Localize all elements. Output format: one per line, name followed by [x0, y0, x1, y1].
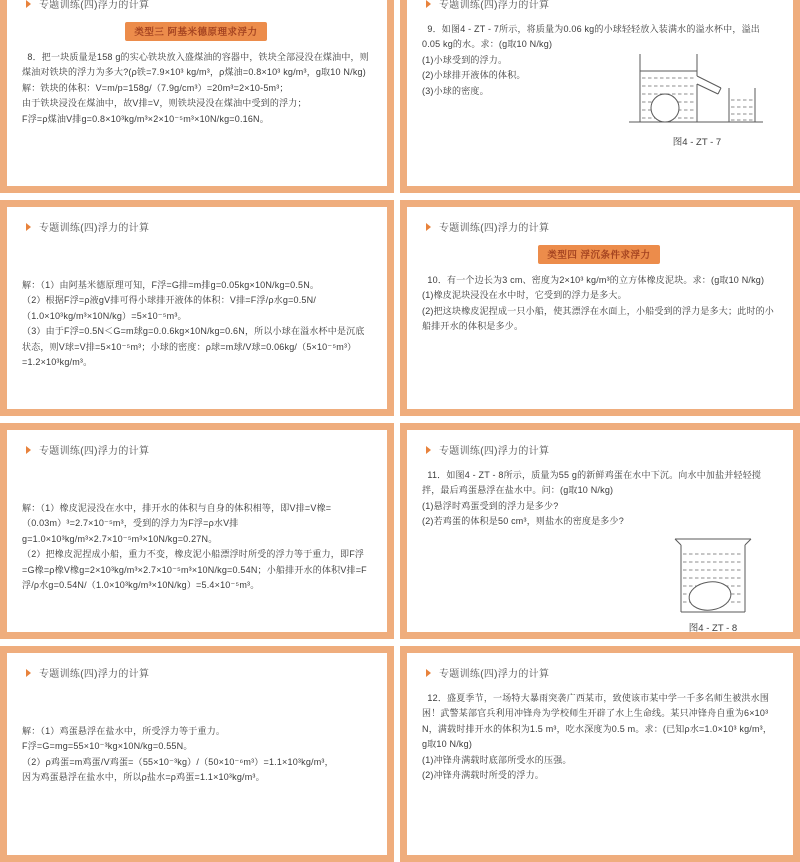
triangle-bullet-icon [26, 223, 31, 231]
slide-card-3 [0, 200, 394, 416]
slide-header [26, 442, 370, 457]
slide-card-5 [0, 423, 394, 639]
slide-body [422, 468, 776, 530]
slide-body [22, 501, 370, 594]
slide-body [422, 691, 776, 784]
triangle-bullet-icon [426, 669, 431, 677]
beaker-egg-diagram [667, 534, 759, 616]
triangle-bullet-icon [426, 0, 431, 8]
slide-header [26, 665, 370, 680]
solution-text: 解：（1）由阿基米德原理可知，F浮=G排=m排g=0.05kg×10N/kg=0.5N。 [22, 280, 320, 290]
slide-body [22, 724, 370, 786]
question-text: 12．盛夏季节，一场特大暴雨突袭广西某市，致使该市某中学一千多名师生被洪水围困！武警某部官兵利用冲锋舟为学校师生开辟了水上生命线。某只冲锋舟自重为6×10³ N，满载时排开水的体积为1.5 m³，吃水深度为0.5 m。求：(已知ρ水=1.0×10³ kg/m³，g取10 N/kg) [422, 693, 773, 750]
triangle-bullet-icon [26, 446, 31, 454]
solution-text: （3）由于F浮=0.5N＜G=m球g=0.0.6kg×10N/kg=0.6N，所以小球在溢水杯中是沉底状态，则V球=V排=5×10⁻⁵m³；小球的密度：ρ球=m球/V球=0.06kg/（5×10⁻⁵m³）=1.2×10³kg/m³。 [22, 326, 365, 368]
slide-card-6 [400, 423, 800, 639]
slide-card-4 [400, 200, 800, 416]
type-badge: 类型四 浮沉条件求浮力 [538, 245, 659, 264]
question-item: (2)小球排开液体的体积。 [422, 70, 526, 81]
slide-title: 专题训练(四)浮力的计算 [39, 669, 150, 680]
solution-text: 解：（1）鸡蛋悬浮在盐水中，所受浮力等于重力。 [22, 726, 226, 736]
question-item: (1)悬浮时鸡蛋受到的浮力是多少? [422, 500, 559, 511]
solution-text: 解：（1）橡皮泥浸没在水中，排开水的体积与自身的体积相等，即V排=V橡=（0.03m）³=2.7×10⁻⁵m³，受到的浮力为F浮=ρ水V排g=1.0×10³kg/m³×2.7×10⁻⁵m³×10N/kg=0.27N。 [22, 503, 332, 544]
slide-body [422, 273, 776, 335]
question-item: (3)小球的密度。 [422, 85, 489, 96]
slide-title: 专题训练(四)浮力的计算 [39, 446, 150, 457]
question-item: (1)橡皮泥块浸没在水中时，它受到的浮力是多大。 [422, 290, 627, 301]
slide-card-8 [400, 646, 800, 862]
question-text: 9．如图4 - ZT - 7所示，将质量为0.06 kg的小球轻轻放入装满水的溢水杯中，溢出0.05 kg的水。求：(g取10 N/kg) [422, 24, 760, 50]
slide-title: 专题训练(四)浮力的计算 [439, 223, 550, 234]
slide-title: 专题训练(四)浮力的计算 [439, 0, 550, 11]
question-item: (2)若鸡蛋的体积是50 cm³，则盐水的密度是多少? [422, 516, 624, 527]
question-item: (2)把这块橡皮泥捏成一只小船，使其漂浮在水面上，小船受到的浮力是多大；此时的小船排开水的体积是多少。 [422, 305, 775, 332]
slide-header [426, 665, 776, 680]
question-item: (2)冲锋舟满载时所受的浮力。 [422, 770, 545, 781]
slide-title: 专题训练(四)浮力的计算 [39, 223, 150, 234]
triangle-bullet-icon [26, 0, 31, 8]
slide-title: 专题训练(四)浮力的计算 [39, 0, 150, 11]
slide-body [22, 50, 370, 127]
overflow-cup-diagram [627, 50, 767, 130]
question-item: (1)冲锋舟满载时底部所受水的压强。 [422, 754, 572, 765]
solution-text: （2）ρ鸡蛋=m鸡蛋/V鸡蛋=（55×10⁻³kg）/（50×10⁻⁶m³）=1.1×10³kg/m³， [22, 756, 334, 767]
solution-text: （2）根据F浮=ρ液gV排可得小球排开液体的体积：V排=F浮/ρ水g=0.5N/（1.0×10³kg/m³×10N/kg）=5×10⁻⁵m³。 [22, 295, 317, 321]
solution-text: F浮=ρ煤油V排g=0.8×10³kg/m³×2×10⁻⁵m³×10N/kg=0.16N。 [22, 113, 269, 124]
figure-caption: 图4 - ZT - 7 [672, 137, 722, 148]
figure-caption: 图4 - ZT - 8 [688, 623, 738, 634]
question-text: 8．把一块质量是158 g的实心铁块放入盛煤油的容器中，铁块全部浸没在煤油中，则煤油对铁块的浮力为多大?(ρ铁=7.9×10³ kg/m³，ρ煤油=0.8×10³ kg/m³，g取10 N/kg) [22, 52, 369, 78]
slide-header [426, 442, 776, 457]
slide-header [26, 0, 370, 11]
beaker-egg-figure [667, 534, 759, 634]
solution-text: F浮=G=mg=55×10⁻³kg×10N/kg=0.55N。 [22, 741, 193, 752]
triangle-bullet-icon [426, 446, 431, 454]
solution-text: 解：铁块的体积：V=m/p=158g/（7.9g/cm³）=20m³=2×10-5m³； [22, 82, 289, 93]
solution-text: 因为鸡蛋悬浮在盐水中，所以ρ盐水=ρ鸡蛋=1.1×10³kg/m³。 [22, 772, 265, 783]
slide-card-7 [0, 646, 394, 862]
solution-text: （2）把橡皮泥捏成小船，重力不变，橡皮泥小船漂浮时所受的浮力等于重力，即F浮=G橡=ρ橡V橡g=2×10³kg/m³×2.7×10⁻⁵m³×10N/kg=0.54N；小船排开水的体积V排=F浮/ρ水g=0.54N/（1.0×10³kg/m³×10N/kg）=5.4×10⁻⁵m³。 [22, 549, 367, 591]
question-text: 11．如图4 - ZT - 8所示，质量为55 g的新鲜鸡蛋在水中下沉。向水中加盐并轻轻搅拌，最后鸡蛋悬浮在盐水中。问：(g取10 N/kg) [422, 470, 762, 496]
overflow-cup-figure [627, 50, 767, 148]
slide-card-2 [400, 0, 800, 193]
triangle-bullet-icon [26, 669, 31, 677]
slide-title: 专题训练(四)浮力的计算 [439, 669, 550, 680]
slide-title: 专题训练(四)浮力的计算 [439, 446, 550, 457]
slide-header [26, 219, 370, 234]
type-badge: 类型三 阿基米德原理求浮力 [125, 22, 266, 41]
slide-card-1 [0, 0, 394, 193]
solution-text: 由于铁块浸没在煤油中，故V排=V，则铁块浸没在煤油中受到的浮力； [22, 98, 307, 109]
triangle-bullet-icon [426, 223, 431, 231]
question-item: (1)小球受到的浮力。 [422, 54, 508, 65]
slide-header [426, 0, 776, 11]
slide-header [426, 219, 776, 234]
question-text: 10．有一个边长为3 cm、密度为2×10³ kg/m³的立方体橡皮泥块。求：(g取10 N/kg) [422, 275, 765, 285]
slide-body [22, 278, 370, 371]
